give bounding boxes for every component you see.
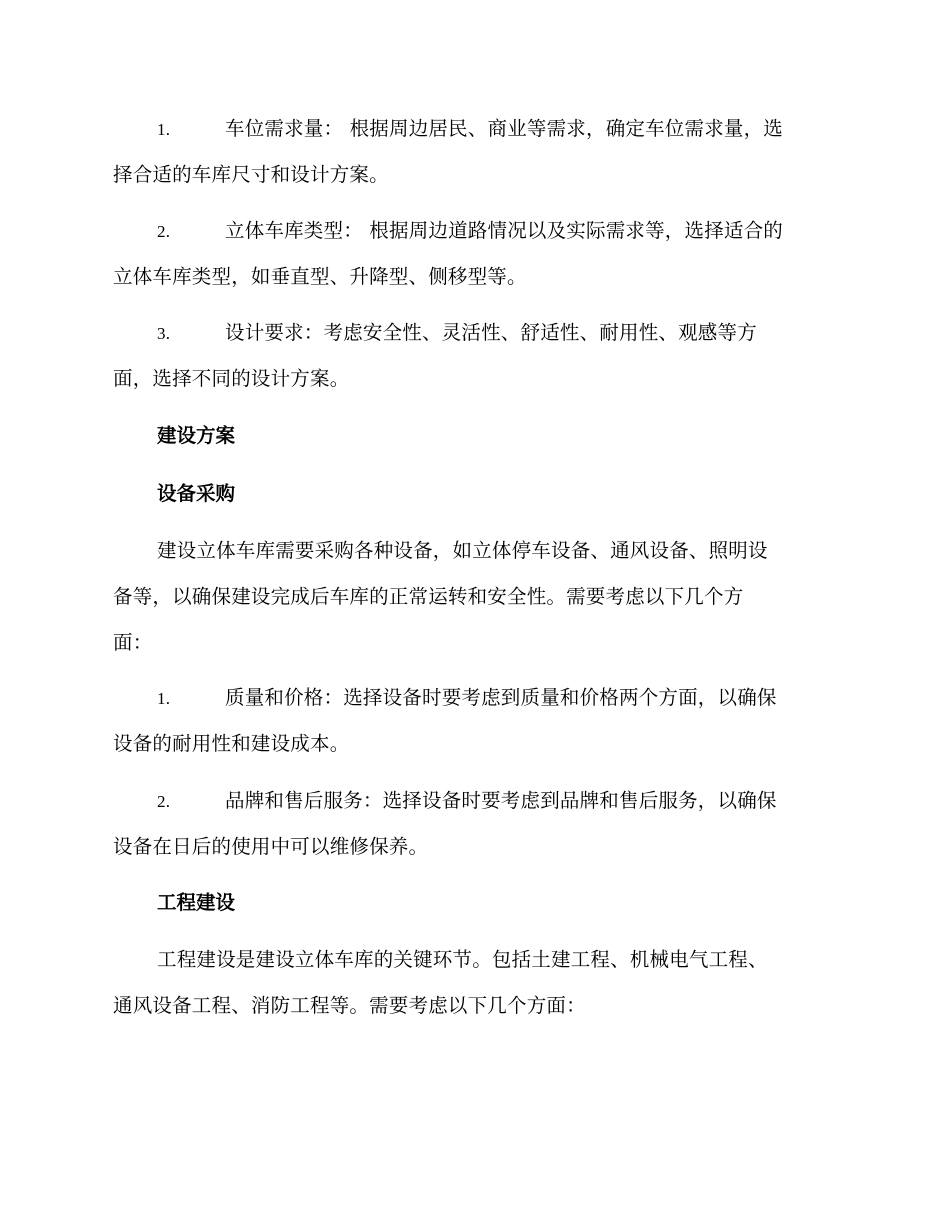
list-item	[113, 106, 840, 198]
list-item	[113, 208, 840, 300]
subsection-heading: 工程建设	[157, 891, 236, 914]
list-number: 3.	[157, 324, 171, 343]
list-item	[113, 778, 840, 870]
list-number: 2.	[157, 792, 171, 811]
list-text-continued: 设备的耐用性和建设成本。	[113, 732, 350, 755]
list-text: 设计要求：考虑安全性、灵活性、舒适性、耐用性、观感等方	[225, 321, 757, 344]
list-item	[113, 675, 840, 767]
list-number: 2.	[157, 222, 171, 241]
list-text: 品牌和售后服务：选择设备时要考虑到品牌和售后服务，以确保	[225, 789, 777, 812]
paragraph	[113, 528, 840, 666]
paragraph-line: 工程建设是建设立体车库的关键环节。包括土建工程、机械电气工程、	[157, 948, 768, 971]
list-text: 质量和价格：选择设备时要考虑到质量和价格两个方面，以确保	[225, 686, 777, 709]
list-text: 车位需求量： 根据周边居民、商业等需求，确定车位需求量，选	[225, 117, 783, 140]
list-text: 立体车库类型： 根据周边道路情况以及实际需求等，选择适合的	[225, 219, 783, 242]
list-text-continued: 择合适的车库尺寸和设计方案。	[113, 163, 389, 186]
paragraph-line: 备等，以确保建设完成后车库的正常运转和安全性。需要考虑以下几个方	[113, 585, 744, 608]
list-text-continued: 面，选择不同的设计方案。	[113, 367, 350, 390]
paragraph	[113, 937, 840, 1029]
subsection-heading: 设备采购	[157, 482, 236, 505]
list-item	[113, 310, 840, 402]
list-number: 1.	[157, 120, 171, 139]
list-text-continued: 立体车库类型，如垂直型、升降型、侧移型等。	[113, 265, 527, 288]
list-text-continued: 设备在日后的使用中可以维修保养。	[113, 835, 429, 858]
paragraph-line: 建设立体车库需要采购各种设备，如立体停车设备、通风设备、照明设	[157, 539, 768, 562]
paragraph-line: 通风设备工程、消防工程等。需要考虑以下几个方面：	[113, 994, 586, 1017]
list-number: 1.	[157, 689, 171, 708]
paragraph-line: 面：	[113, 631, 153, 654]
section-heading: 建设方案	[157, 424, 236, 447]
